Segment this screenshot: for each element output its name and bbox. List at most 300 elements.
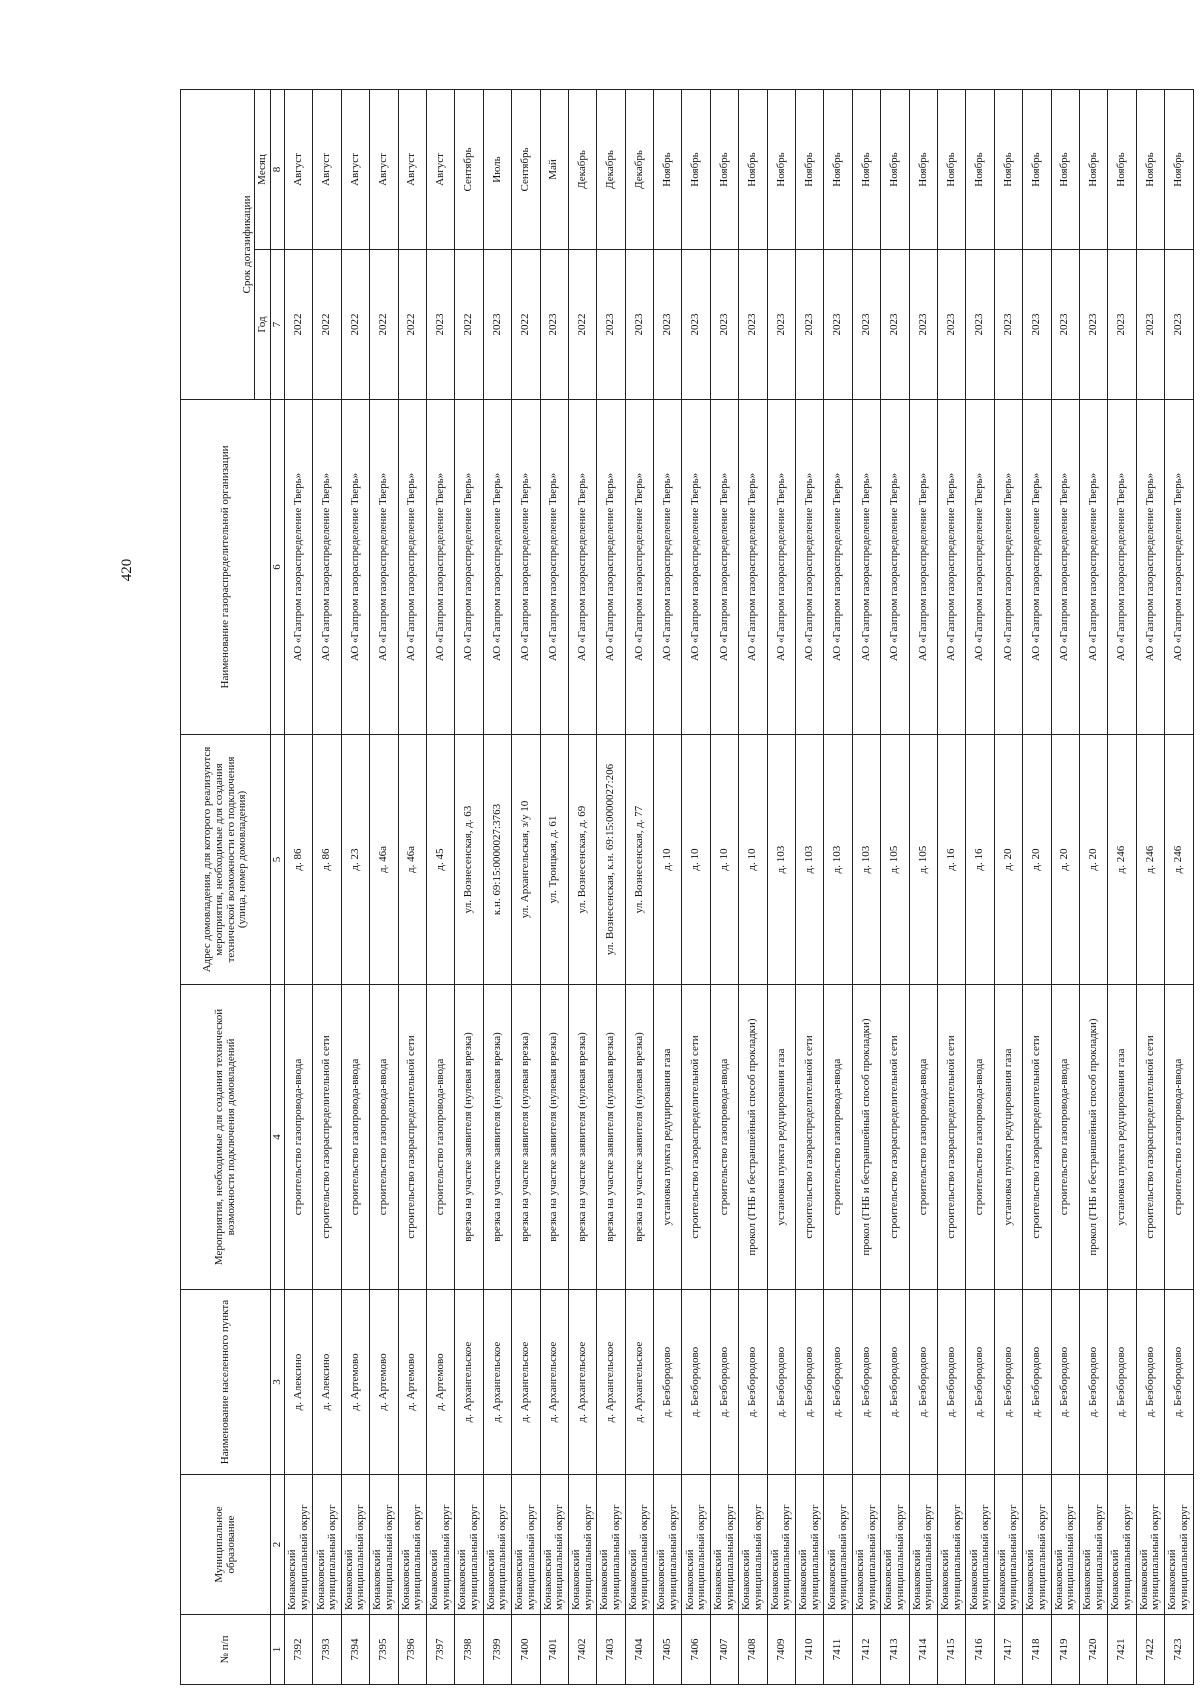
settlement-cell: д. Архангельское <box>540 1290 568 1475</box>
address-cell: к.н. 69:15:0000027:3763 <box>483 735 511 985</box>
row-number: 7411 <box>824 1615 852 1685</box>
measure-cell: строительство газопровода-ввода <box>909 985 937 1290</box>
measure-cell: врезка на участке заявителя (нулевая врезка) <box>455 985 483 1290</box>
row-number: 7400 <box>512 1615 540 1685</box>
table-row <box>512 89 540 1684</box>
settlement-cell: д. Артемово <box>426 1290 454 1475</box>
year-cell: 2022 <box>313 250 341 400</box>
year-cell: 2023 <box>937 250 965 400</box>
address-cell: д. 20 <box>1023 735 1051 985</box>
year-cell: 2023 <box>597 250 625 400</box>
month-cell: Ноябрь <box>1023 89 1051 249</box>
municipality-cell: Конаковский муниципальный округ <box>341 1475 369 1615</box>
month-cell: Ноябрь <box>1165 89 1193 249</box>
month-cell: Ноябрь <box>909 89 937 249</box>
measure-cell: строительство газораспределительной сети <box>1136 985 1164 1290</box>
month-cell: Ноябрь <box>1079 89 1107 249</box>
table-row <box>824 89 852 1684</box>
year-cell: 2023 <box>909 250 937 400</box>
municipality-cell: Конаковский муниципальный округ <box>370 1475 398 1615</box>
row-number: 7404 <box>625 1615 653 1685</box>
address-cell: д. 23 <box>341 735 369 985</box>
address-cell: д. 246 <box>1108 735 1136 985</box>
table-row <box>597 89 625 1684</box>
address-cell: д. 103 <box>824 735 852 985</box>
settlement-cell: д. Безбородово <box>796 1290 824 1475</box>
municipality-cell: Конаковский муниципальный округ <box>1136 1475 1164 1615</box>
row-number: 7413 <box>881 1615 909 1685</box>
settlement-cell: д. Безбородово <box>1165 1290 1193 1475</box>
address-cell: ул. Вознесенская, д. 63 <box>455 735 483 985</box>
settlement-cell: д. Безбородово <box>1079 1290 1107 1475</box>
measure-cell: врезка на участке заявителя (нулевая врезка) <box>540 985 568 1290</box>
municipality-cell: Конаковский муниципальный округ <box>1108 1475 1136 1615</box>
organization-cell: АО «Газпром газораспределение Тверь» <box>398 400 426 735</box>
municipality-cell: Конаковский муниципальный округ <box>966 1475 994 1615</box>
municipality-cell: Конаковский муниципальный округ <box>625 1475 653 1615</box>
organization-cell: АО «Газпром газораспределение Тверь» <box>682 400 710 735</box>
settlement-cell: д. Алексино <box>313 1290 341 1475</box>
measure-cell: строительство газопровода-ввода <box>370 985 398 1290</box>
organization-cell: АО «Газпром газораспределение Тверь» <box>568 400 596 735</box>
settlement-cell: д. Безбородово <box>1051 1290 1079 1475</box>
settlement-cell: д. Архангельское <box>483 1290 511 1475</box>
table-row <box>313 89 341 1684</box>
column-number: 7 <box>271 250 285 400</box>
month-cell: Ноябрь <box>1108 89 1136 249</box>
settlement-cell: д. Безбородово <box>824 1290 852 1475</box>
row-number: 7416 <box>966 1615 994 1685</box>
row-number: 7421 <box>1108 1615 1136 1685</box>
address-cell: ул. Вознесенская, д. 77 <box>625 735 653 985</box>
settlement-cell: д. Артемово <box>370 1290 398 1475</box>
organization-cell: АО «Газпром газораспределение Тверь» <box>1136 400 1164 735</box>
municipality-cell: Конаковский муниципальный округ <box>1165 1475 1193 1615</box>
year-cell: 2023 <box>654 250 682 400</box>
month-cell: Декабрь <box>568 89 596 249</box>
year-cell: 2022 <box>512 250 540 400</box>
year-cell: 2023 <box>739 250 767 400</box>
organization-cell: АО «Газпром газораспределение Тверь» <box>739 400 767 735</box>
municipality-cell: Конаковский муниципальный округ <box>512 1475 540 1615</box>
table-row <box>881 89 909 1684</box>
year-cell: 2023 <box>1051 250 1079 400</box>
table-row <box>937 89 965 1684</box>
settlement-cell: д. Безбородово <box>966 1290 994 1475</box>
year-cell: 2022 <box>341 250 369 400</box>
month-cell: Июль <box>483 89 511 249</box>
table-row <box>285 89 313 1684</box>
table-row <box>796 89 824 1684</box>
row-number: 7414 <box>909 1615 937 1685</box>
row-number: 7412 <box>852 1615 880 1685</box>
measure-cell: прокол (ГНБ и бестраншейный способ прокладки) <box>1079 985 1107 1290</box>
year-cell: 2023 <box>966 250 994 400</box>
table-row <box>994 89 1022 1684</box>
table-row <box>1108 89 1136 1684</box>
row-number: 7417 <box>994 1615 1022 1685</box>
year-cell: 2022 <box>568 250 596 400</box>
row-number: 7405 <box>654 1615 682 1685</box>
address-cell: д. 246 <box>1136 735 1164 985</box>
address-cell: д. 46а <box>398 735 426 985</box>
municipality-cell: Конаковский муниципальный округ <box>597 1475 625 1615</box>
municipality-cell: Конаковский муниципальный округ <box>1023 1475 1051 1615</box>
organization-cell: АО «Газпром газораспределение Тверь» <box>710 400 738 735</box>
address-cell: ул. Вознесенская, д. 69 <box>568 735 596 985</box>
organization-cell: АО «Газпром газораспределение Тверь» <box>483 400 511 735</box>
year-cell: 2023 <box>824 250 852 400</box>
municipality-cell: Конаковский муниципальный округ <box>285 1475 313 1615</box>
row-number: 7395 <box>370 1615 398 1685</box>
row-number: 7398 <box>455 1615 483 1685</box>
municipality-cell: Конаковский муниципальный округ <box>796 1475 824 1615</box>
measure-cell: строительство газопровода-ввода <box>1051 985 1079 1290</box>
measure-cell: врезка на участке заявителя (нулевая врезка) <box>625 985 653 1290</box>
month-cell: Сентябрь <box>455 89 483 249</box>
municipality-cell: Конаковский муниципальный округ <box>455 1475 483 1615</box>
year-cell: 2022 <box>285 250 313 400</box>
month-cell: Август <box>285 89 313 249</box>
municipality-cell: Конаковский муниципальный округ <box>1079 1475 1107 1615</box>
year-cell: 2023 <box>1136 250 1164 400</box>
organization-cell: АО «Газпром газораспределение Тверь» <box>597 400 625 735</box>
table-row <box>398 89 426 1684</box>
table-row <box>966 89 994 1684</box>
municipality-cell: Конаковский муниципальный округ <box>1051 1475 1079 1615</box>
measure-cell: строительство газораспределительной сети <box>398 985 426 1290</box>
row-number: 7401 <box>540 1615 568 1685</box>
column-number: 6 <box>271 400 285 735</box>
measure-cell: строительство газораспределительной сети <box>313 985 341 1290</box>
settlement-cell: д. Безбородово <box>1023 1290 1051 1475</box>
measure-cell: строительство газопровода-ввода <box>341 985 369 1290</box>
row-number: 7418 <box>1023 1615 1051 1685</box>
column-number: 3 <box>271 1290 285 1475</box>
address-cell: д. 46а <box>370 735 398 985</box>
municipality-cell: Конаковский муниципальный округ <box>426 1475 454 1615</box>
table-row <box>909 89 937 1684</box>
settlement-cell: д. Артемово <box>398 1290 426 1475</box>
table-row <box>1051 89 1079 1684</box>
address-cell: д. 105 <box>881 735 909 985</box>
address-cell: д. 20 <box>1079 735 1107 985</box>
year-cell: 2023 <box>1023 250 1051 400</box>
month-cell: Декабрь <box>597 89 625 249</box>
settlement-cell: д. Безбородово <box>937 1290 965 1475</box>
month-cell: Август <box>426 89 454 249</box>
organization-cell: АО «Газпром газораспределение Тверь» <box>881 400 909 735</box>
col-header-address: Адрес домовладения, для которого реализуются мероприятия, необходимые для создания технической возможности его подключения (улица, номер домовладения) <box>181 735 271 985</box>
measure-cell: строительство газопровода-ввода <box>710 985 738 1290</box>
municipality-cell: Конаковский муниципальный округ <box>824 1475 852 1615</box>
month-cell: Ноябрь <box>1051 89 1079 249</box>
address-cell: ул. Вознесенская, к.н. 69:15:0000027:206 <box>597 735 625 985</box>
month-cell: Ноябрь <box>654 89 682 249</box>
year-cell: 2023 <box>540 250 568 400</box>
address-cell: д. 20 <box>994 735 1022 985</box>
measure-cell: врезка на участке заявителя (нулевая врезка) <box>568 985 596 1290</box>
col-header-organization: Наименование газораспределительной организации <box>181 400 271 735</box>
row-number: 7396 <box>398 1615 426 1685</box>
year-cell: 2023 <box>426 250 454 400</box>
address-cell: д. 10 <box>710 735 738 985</box>
column-number: 8 <box>271 89 285 249</box>
table-row <box>1023 89 1051 1684</box>
table-row <box>710 89 738 1684</box>
column-number: 2 <box>271 1475 285 1615</box>
measure-cell: строительство газопровода-ввода <box>426 985 454 1290</box>
measure-cell: строительство газопровода-ввода <box>966 985 994 1290</box>
row-number: 7419 <box>1051 1615 1079 1685</box>
table-row <box>370 89 398 1684</box>
month-cell: Август <box>313 89 341 249</box>
month-cell: Ноябрь <box>1136 89 1164 249</box>
table-row <box>654 89 682 1684</box>
address-cell: д. 10 <box>739 735 767 985</box>
row-number: 7399 <box>483 1615 511 1685</box>
table-row <box>1136 89 1164 1684</box>
settlement-cell: д. Безбородово <box>909 1290 937 1475</box>
table-row <box>682 89 710 1684</box>
organization-cell: АО «Газпром газораспределение Тверь» <box>796 400 824 735</box>
organization-cell: АО «Газпром газораспределение Тверь» <box>1108 400 1136 735</box>
year-cell: 2023 <box>881 250 909 400</box>
settlement-cell: д. Артемово <box>341 1290 369 1475</box>
column-numbers-row <box>271 89 285 1684</box>
col-header-municipality: Муниципальное образование <box>181 1475 271 1615</box>
month-cell: Август <box>341 89 369 249</box>
municipality-cell: Конаковский муниципальный округ <box>881 1475 909 1615</box>
row-number: 7423 <box>1165 1615 1193 1685</box>
organization-cell: АО «Газпром газораспределение Тверь» <box>285 400 313 735</box>
organization-cell: АО «Газпром газораспределение Тверь» <box>512 400 540 735</box>
year-cell: 2023 <box>625 250 653 400</box>
measure-cell: строительство газораспределительной сети <box>881 985 909 1290</box>
organization-cell: АО «Газпром газораспределение Тверь» <box>370 400 398 735</box>
row-number: 7393 <box>313 1615 341 1685</box>
col-header-month: Месяц <box>255 89 271 249</box>
municipality-cell: Конаковский муниципальный округ <box>937 1475 965 1615</box>
col-header-deadline: Срок догазификации <box>181 89 255 399</box>
table-row <box>540 89 568 1684</box>
settlement-cell: д. Безбородово <box>994 1290 1022 1475</box>
organization-cell: АО «Газпром газораспределение Тверь» <box>426 400 454 735</box>
municipality-cell: Конаковский муниципальный округ <box>852 1475 880 1615</box>
table-row <box>767 89 795 1684</box>
organization-cell: АО «Газпром газораспределение Тверь» <box>1023 400 1051 735</box>
year-cell: 2023 <box>710 250 738 400</box>
month-cell: Декабрь <box>625 89 653 249</box>
month-cell: Ноябрь <box>937 89 965 249</box>
municipality-cell: Конаковский муниципальный округ <box>994 1475 1022 1615</box>
row-number: 7397 <box>426 1615 454 1685</box>
organization-cell: АО «Газпром газораспределение Тверь» <box>767 400 795 735</box>
column-number: 1 <box>271 1615 285 1685</box>
measure-cell: установка пункта редуцирования газа <box>1108 985 1136 1290</box>
municipality-cell: Конаковский муниципальный округ <box>682 1475 710 1615</box>
settlement-cell: д. Безбородово <box>881 1290 909 1475</box>
col-header-num: № п/п <box>181 1615 271 1685</box>
settlement-cell: д. Безбородово <box>682 1290 710 1475</box>
address-cell: д. 10 <box>654 735 682 985</box>
row-number: 7403 <box>597 1615 625 1685</box>
measure-cell: установка пункта редуцирования газа <box>767 985 795 1290</box>
gasification-table <box>180 89 1194 1685</box>
settlement-cell: д. Архангельское <box>625 1290 653 1475</box>
month-cell: Май <box>540 89 568 249</box>
organization-cell: АО «Газпром газораспределение Тверь» <box>852 400 880 735</box>
organization-cell: АО «Газпром газораспределение Тверь» <box>625 400 653 735</box>
settlement-cell: д. Архангельское <box>597 1290 625 1475</box>
year-cell: 2023 <box>994 250 1022 400</box>
row-number: 7394 <box>341 1615 369 1685</box>
address-cell: д. 103 <box>767 735 795 985</box>
address-cell: д. 86 <box>313 735 341 985</box>
address-cell: д. 103 <box>852 735 880 985</box>
address-cell: ул. Архангельская, з/у 10 <box>512 735 540 985</box>
year-cell: 2023 <box>1108 250 1136 400</box>
year-cell: 2022 <box>455 250 483 400</box>
settlement-cell: д. Безбородово <box>654 1290 682 1475</box>
table-row <box>852 89 880 1684</box>
measure-cell: строительство газопровода-ввода <box>285 985 313 1290</box>
measure-cell: прокол (ГНБ и бестраншейный способ прокладки) <box>739 985 767 1290</box>
month-cell: Ноябрь <box>710 89 738 249</box>
document-page <box>180 90 1190 1685</box>
month-cell: Ноябрь <box>966 89 994 249</box>
measure-cell: строительство газопровода-ввода <box>824 985 852 1290</box>
table-header <box>181 89 285 1684</box>
month-cell: Ноябрь <box>824 89 852 249</box>
month-cell: Сентябрь <box>512 89 540 249</box>
table-row <box>341 89 369 1684</box>
table-row <box>1165 89 1193 1684</box>
address-cell: д. 105 <box>909 735 937 985</box>
settlement-cell: д. Алексино <box>285 1290 313 1475</box>
municipality-cell: Конаковский муниципальный округ <box>313 1475 341 1615</box>
measure-cell: строительство газопровода-ввода <box>1165 985 1193 1290</box>
measure-cell: строительство газораспределительной сети <box>1023 985 1051 1290</box>
organization-cell: АО «Газпром газораспределение Тверь» <box>654 400 682 735</box>
address-cell: д. 246 <box>1165 735 1193 985</box>
municipality-cell: Конаковский муниципальный округ <box>540 1475 568 1615</box>
year-cell: 2023 <box>682 250 710 400</box>
row-number: 7415 <box>937 1615 965 1685</box>
row-number: 7420 <box>1079 1615 1107 1685</box>
row-number: 7406 <box>682 1615 710 1685</box>
address-cell: д. 16 <box>966 735 994 985</box>
address-cell: д. 10 <box>682 735 710 985</box>
municipality-cell: Конаковский муниципальный округ <box>654 1475 682 1615</box>
page-number: 420 <box>119 558 135 582</box>
month-cell: Ноябрь <box>881 89 909 249</box>
month-cell: Ноябрь <box>796 89 824 249</box>
month-cell: Ноябрь <box>682 89 710 249</box>
year-cell: 2023 <box>767 250 795 400</box>
address-cell: д. 16 <box>937 735 965 985</box>
year-cell: 2023 <box>852 250 880 400</box>
organization-cell: АО «Газпром газораспределение Тверь» <box>966 400 994 735</box>
organization-cell: АО «Газпром газораспределение Тверь» <box>540 400 568 735</box>
organization-cell: АО «Газпром газораспределение Тверь» <box>313 400 341 735</box>
measure-cell: врезка на участке заявителя (нулевая врезка) <box>597 985 625 1290</box>
municipality-cell: Конаковский муниципальный округ <box>568 1475 596 1615</box>
municipality-cell: Конаковский муниципальный округ <box>483 1475 511 1615</box>
address-cell: д. 86 <box>285 735 313 985</box>
year-cell: 2023 <box>1079 250 1107 400</box>
organization-cell: АО «Газпром газораспределение Тверь» <box>1051 400 1079 735</box>
row-number: 7407 <box>710 1615 738 1685</box>
settlement-cell: д. Безбородово <box>710 1290 738 1475</box>
municipality-cell: Конаковский муниципальный округ <box>767 1475 795 1615</box>
col-header-year: Год <box>255 250 271 400</box>
table-row <box>568 89 596 1684</box>
settlement-cell: д. Архангельское <box>455 1290 483 1475</box>
measure-cell: строительство газораспределительной сети <box>937 985 965 1290</box>
organization-cell: АО «Газпром газораспределение Тверь» <box>1165 400 1193 735</box>
municipality-cell: Конаковский муниципальный округ <box>710 1475 738 1615</box>
measure-cell: установка пункта редуцирования газа <box>994 985 1022 1290</box>
settlement-cell: д. Безбородово <box>1136 1290 1164 1475</box>
row-number: 7402 <box>568 1615 596 1685</box>
measure-cell: прокол (ГНБ и бестраншейный способ прокладки) <box>852 985 880 1290</box>
organization-cell: АО «Газпром газораспределение Тверь» <box>1079 400 1107 735</box>
settlement-cell: д. Безбородово <box>767 1290 795 1475</box>
table-row <box>483 89 511 1684</box>
settlement-cell: д. Безбородово <box>852 1290 880 1475</box>
address-cell: д. 20 <box>1051 735 1079 985</box>
measure-cell: строительство газораспределительной сети <box>682 985 710 1290</box>
settlement-cell: д. Безбородово <box>739 1290 767 1475</box>
year-cell: 2023 <box>1165 250 1193 400</box>
month-cell: Ноябрь <box>767 89 795 249</box>
column-number: 4 <box>271 985 285 1290</box>
month-cell: Ноябрь <box>739 89 767 249</box>
month-cell: Август <box>398 89 426 249</box>
year-cell: 2022 <box>398 250 426 400</box>
measure-cell: строительство газораспределительной сети <box>796 985 824 1290</box>
municipality-cell: Конаковский муниципальный округ <box>909 1475 937 1615</box>
table-row <box>426 89 454 1684</box>
organization-cell: АО «Газпром газораспределение Тверь» <box>994 400 1022 735</box>
month-cell: Ноябрь <box>852 89 880 249</box>
measure-cell: установка пункта редуцирования газа <box>654 985 682 1290</box>
organization-cell: АО «Газпром газораспределение Тверь» <box>909 400 937 735</box>
address-cell: д. 103 <box>796 735 824 985</box>
month-cell: Август <box>370 89 398 249</box>
month-cell: Ноябрь <box>994 89 1022 249</box>
municipality-cell: Конаковский муниципальный округ <box>398 1475 426 1615</box>
address-cell: ул. Троицкая, д. 61 <box>540 735 568 985</box>
table-row <box>739 89 767 1684</box>
organization-cell: АО «Газпром газораспределение Тверь» <box>455 400 483 735</box>
organization-cell: АО «Газпром газораспределение Тверь» <box>341 400 369 735</box>
municipality-cell: Конаковский муниципальный округ <box>739 1475 767 1615</box>
settlement-cell: д. Архангельское <box>568 1290 596 1475</box>
row-number: 7408 <box>739 1615 767 1685</box>
row-number: 7392 <box>285 1615 313 1685</box>
settlement-cell: д. Архангельское <box>512 1290 540 1475</box>
row-number: 7410 <box>796 1615 824 1685</box>
table-row <box>1079 89 1107 1684</box>
organization-cell: АО «Газпром газораспределение Тверь» <box>937 400 965 735</box>
column-number: 5 <box>271 735 285 985</box>
organization-cell: АО «Газпром газораспределение Тверь» <box>824 400 852 735</box>
measure-cell: врезка на участке заявителя (нулевая врезка) <box>512 985 540 1290</box>
address-cell: д. 45 <box>426 735 454 985</box>
row-number: 7422 <box>1136 1615 1164 1685</box>
